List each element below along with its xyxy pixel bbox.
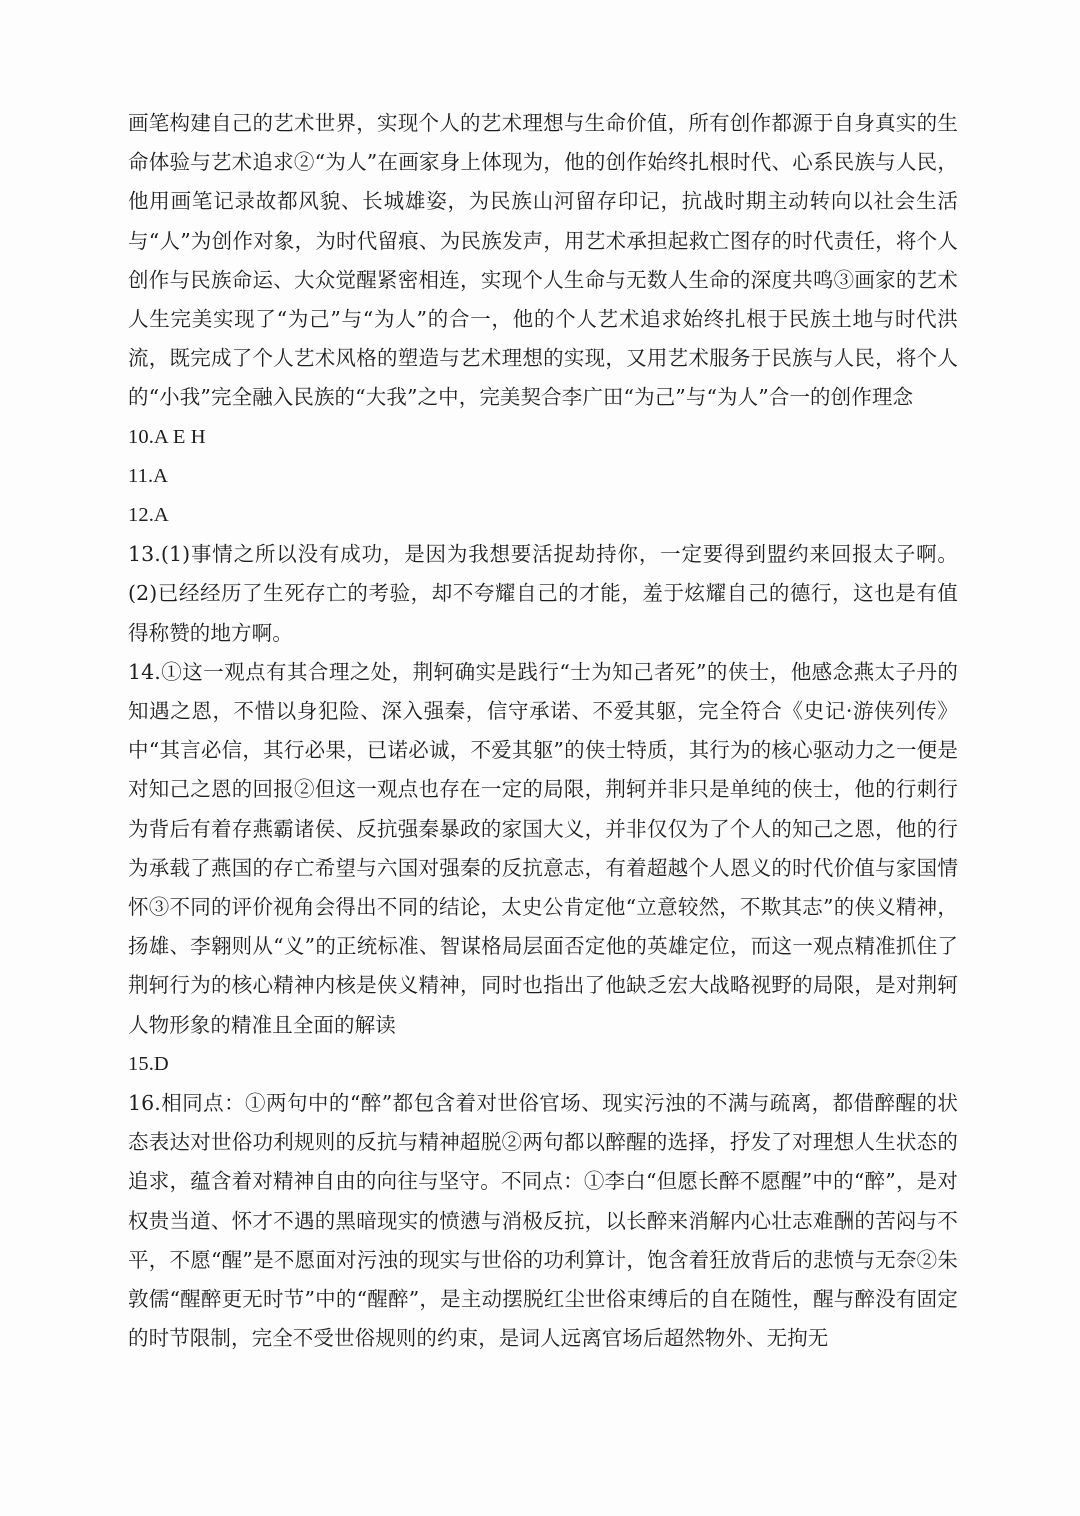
answer-q16: 16.相同点：①两句中的“醉”都包含着对世俗官场、现实污浊的不满与疏离，都借醉醒的状态表达对世俗功利规则的反抗与精神超脱②两句都以醉醒的选择，抒发了对理想人生状态的追求，蕴含着对精神自由的向往与坚守。不同点：①李白“但愿长醉不愿醒”中的“醉”，是对权贵当道、怀才不遇的黑暗现实的愤懑与消极反抗，以长醉来消解内心壮志难酬的苦闷与不平，不愿“醒”是不愿面对污浊的现实与世俗的功利算计，饱含着狂放背后的悲愤与无奈②朱敦儒“醒醉更无时节”中的“醒醉”，是主动摆脱红尘世俗束缚后的自在随性，醒与醉没有固定的时节限制，完全不受世俗规则的约束，是词人远离官场后超然物外、无拘无 [128,1091,958,1351]
answer-q15: 15.D [128,1052,169,1075]
answer-q11: 11.A [128,464,169,487]
paragraph-q9-continued: 画笔构建自己的艺术世界，实现个人的艺术理想与生命价值，所有创作都源于自身真实的生命体验与艺术追求②“为人”在画家身上体现为，他的创作始终扎根时代、心系民族与人民，他用画笔记录故都风貌、长城雄姿，为民族山河留存印记，抗战时期主动转向以社会生活与“人”为创作对象，为时代留痕、为民族发声，用艺术承担起救亡图存的时代责任，将个人创作与民族命运、大众觉醒紧密相连，实现个人生命与无数人生命的深度共鸣③画家的艺术人生完美实现了“为己”与“为人”的合一，他的个人艺术追求始终扎根于民族土地与时代洪流，既完成了个人艺术风格的塑造与艺术理想的实现，又用艺术服务于民族与人民，将个人的“小我”完全融入民族的“大我”之中，完美契合李广田“为己”与“为人”合一的创作理念 [128,111,958,410]
answer-q12: 12.A [128,504,169,527]
answer-q14: 14.①这一观点有其合理之处，荆轲确实是践行“士为知己者死”的侠士，他感念燕太子丹的知遇之恩，不惜以身犯险、深入强秦，信守承诺、不爱其躯，完全符合《史记·游侠列传》中“其言必信，其行必果，已诺必诚，不爱其躯”的侠士特质，其行为的核心驱动力之一便是对知己之恩的回报②但这一观点也存在一定的局限，荆轲并非只是单纯的侠士，他的行刺行为背后有着存燕霸诸侯、反抗强秦暴政的家国大义，并非仅仅为了个人的知己之恩，他的行为承载了燕国的存亡希望与六国对强秦的反抗意志，有着超越个人恩义的时代价值与家国情怀③不同的评价视角会得出不同的结论，太史公肯定他“立意较然，不欺其志”的侠义精神，扬雄、李翱则从“义”的正统标准、智谋格局层面否定他的英雄定位，而这一观点精准抓住了荆轲行为的核心精神内核是侠义精神，同时也指出了他缺乏宏大战略视野的局限，是对荆轲人物形象的精准且全面的解读 [128,659,958,1037]
answer-q10: 10.A E H [128,425,206,448]
answer-text-body [128,104,958,1359]
answer-q13: 13.(1)事情之所以没有成功，是因为我想要活捉劫持你，一定要得到盟约来回报太子啊。(2)已经经历了生死存亡的考验，却不夸耀自己的才能，羞于炫耀自己的德行，这也是有值得称赞的地方啊。 [128,542,958,645]
